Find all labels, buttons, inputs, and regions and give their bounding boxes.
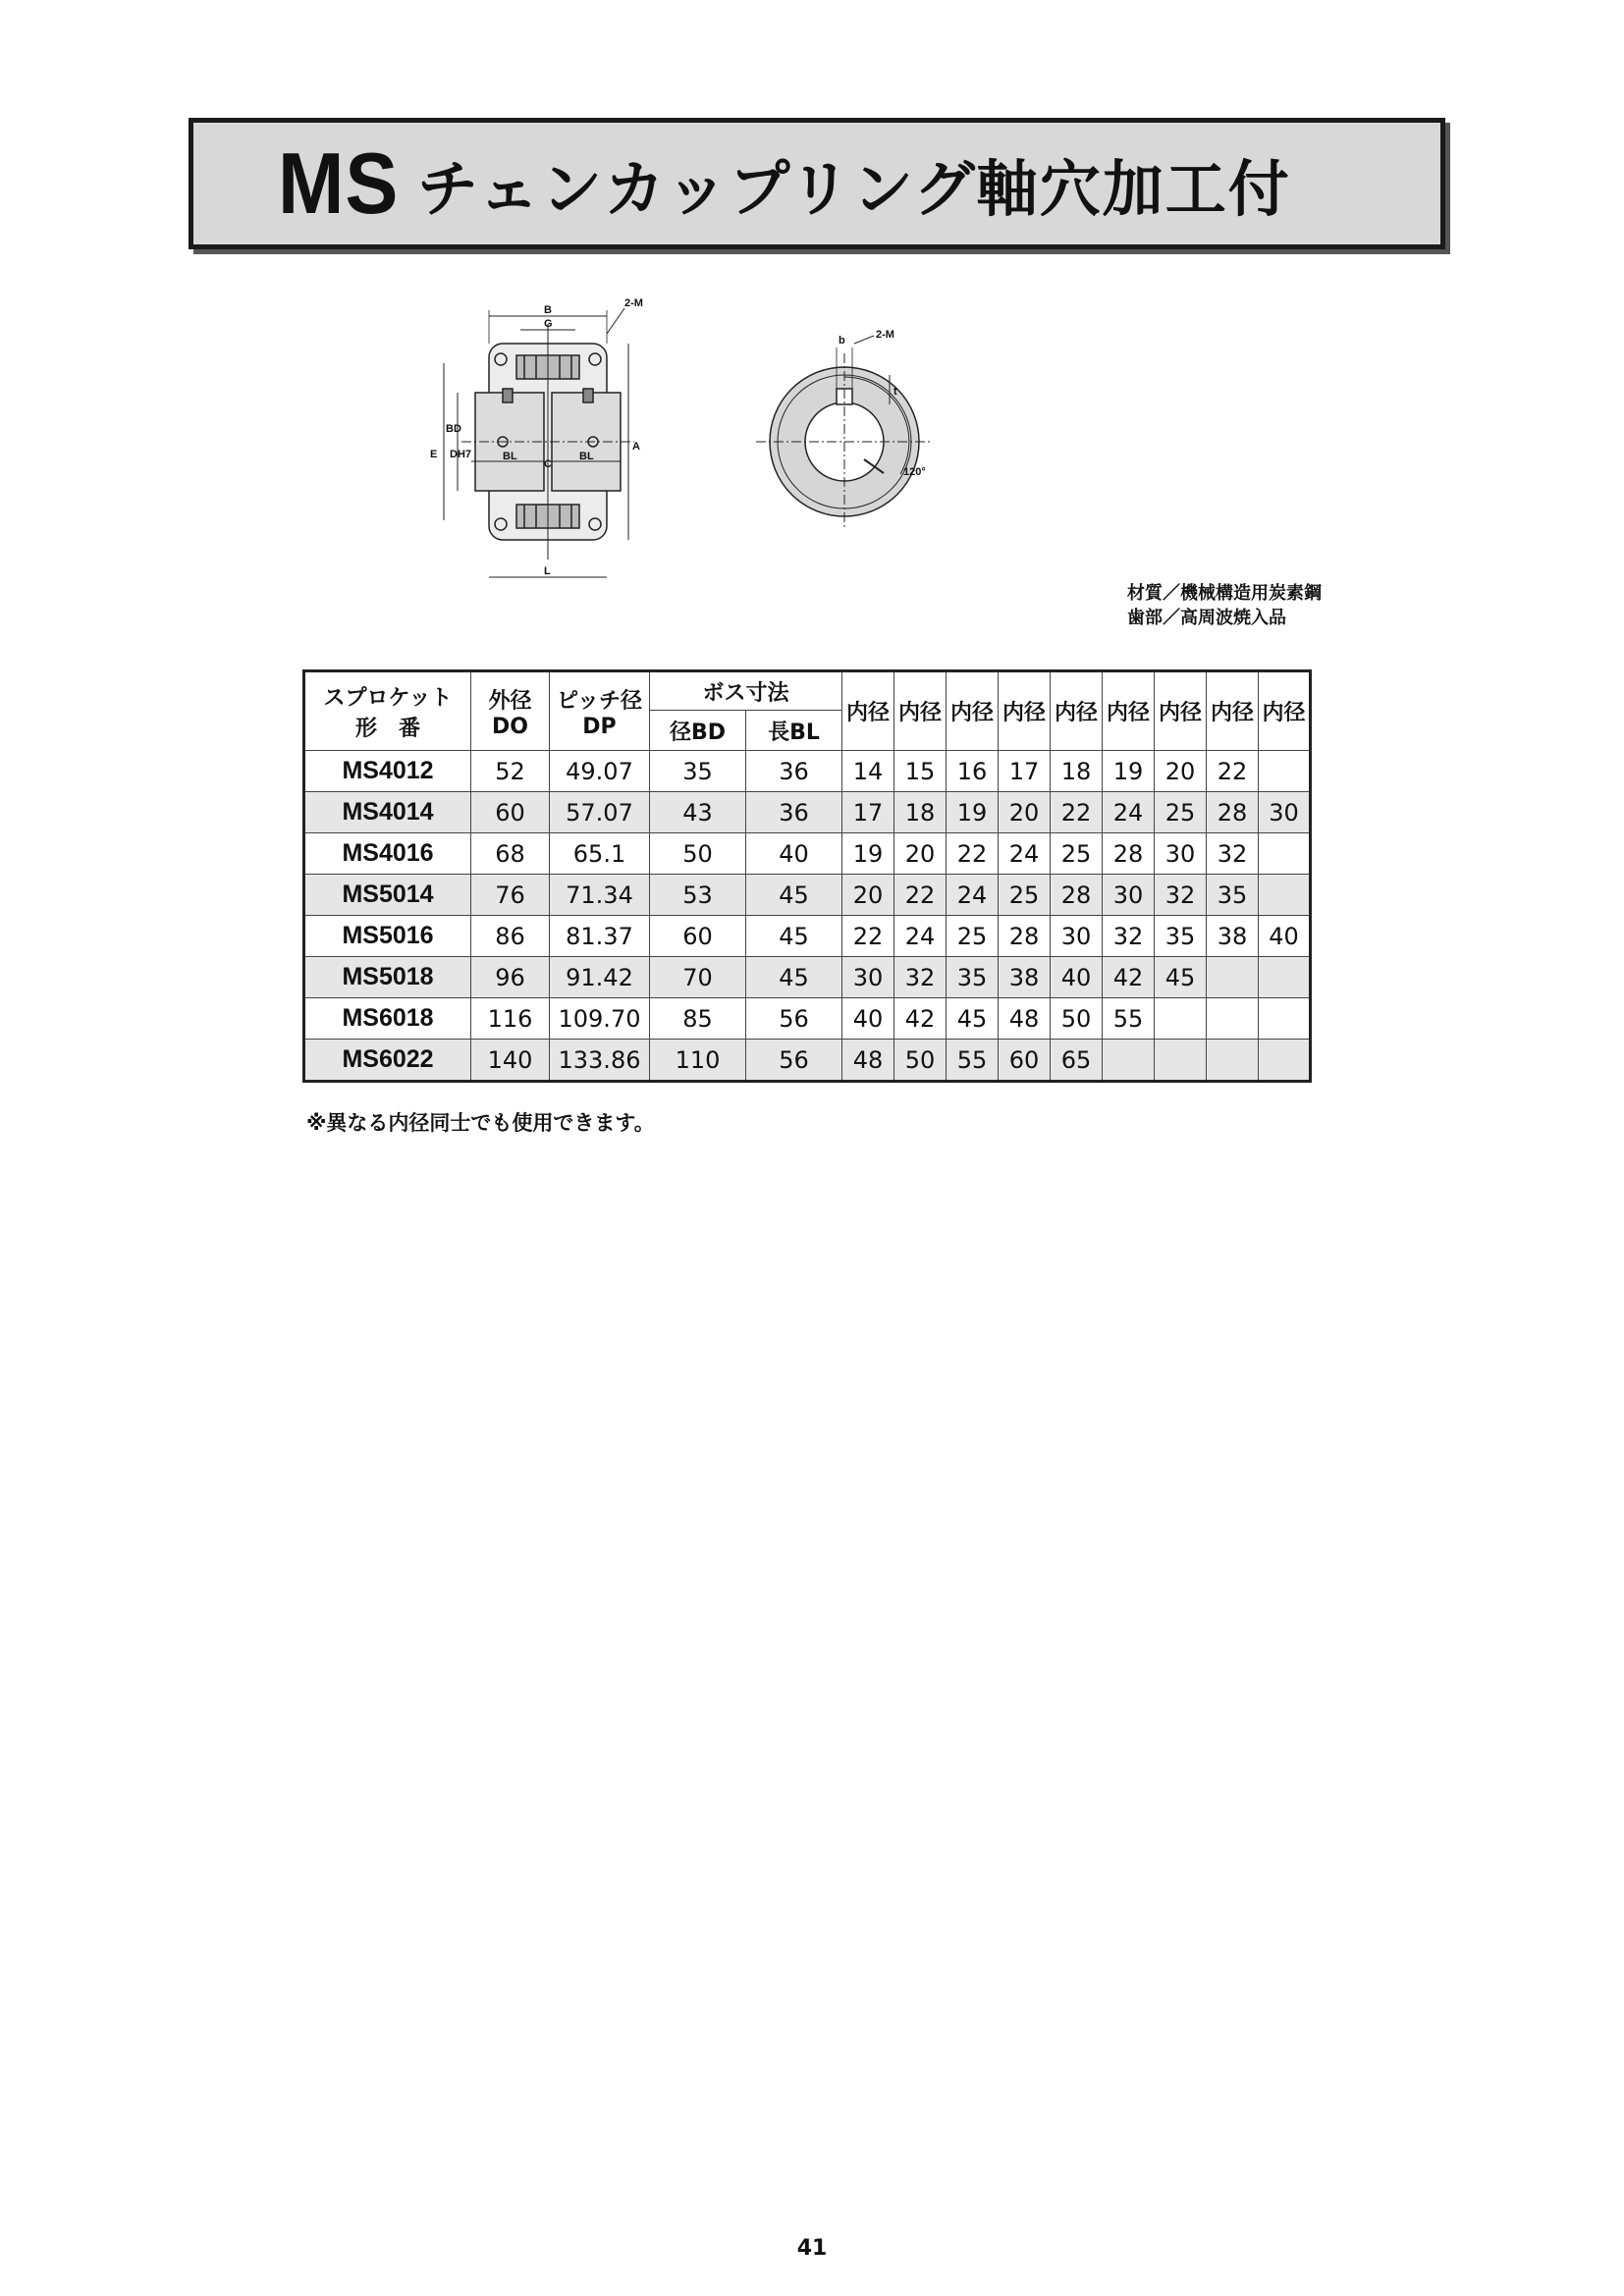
cell-dp: 81.37 [550, 916, 650, 957]
cell-bl: 45 [746, 916, 842, 957]
label-G: G [544, 318, 553, 330]
cell-dp: 65.1 [550, 833, 650, 875]
label-b: b [839, 335, 845, 347]
label-angle: 120° [903, 466, 926, 478]
cell-bore: 17 [999, 751, 1051, 792]
material-line-1: 材質／機械構造用炭素鋼 [1127, 583, 1322, 604]
cell-do: 86 [471, 916, 550, 957]
cell-bl: 36 [746, 792, 842, 833]
cell-bore: 24 [1103, 792, 1155, 833]
cell-bore: 19 [1103, 751, 1155, 792]
cell-bore: 30 [1051, 916, 1103, 957]
cell-bore: 32 [1155, 875, 1207, 916]
cell-bore: 40 [1051, 957, 1103, 998]
cell-bore: 38 [1207, 916, 1259, 957]
header-boss: ボス寸法 [650, 671, 842, 711]
cell-bore [1155, 1040, 1207, 1082]
cell-bore: 20 [999, 792, 1051, 833]
cell-bore: 45 [947, 998, 999, 1040]
cell-bd: 85 [650, 998, 746, 1040]
side-view [756, 336, 933, 530]
cell-bore: 40 [842, 998, 894, 1040]
material-note [1127, 581, 1322, 630]
cell-bore: 24 [947, 875, 999, 916]
cell-bore: 20 [842, 875, 894, 916]
cell-bore: 32 [894, 957, 947, 998]
cell-bore [1259, 957, 1311, 998]
cell-bd: 110 [650, 1040, 746, 1082]
cell-bore [1155, 998, 1207, 1040]
cell-bore: 28 [999, 916, 1051, 957]
header-bore-8: 内径 [1207, 671, 1259, 751]
header-bore-9: 内径 [1259, 671, 1311, 751]
header-bore-2: 内径 [894, 671, 947, 751]
cell-bl: 40 [746, 833, 842, 875]
label-side-2-M: 2-M [876, 329, 894, 341]
cell-bore [1259, 875, 1311, 916]
label-L: L [544, 565, 551, 577]
cell-bore: 25 [1051, 833, 1103, 875]
cell-bore: 28 [1103, 833, 1155, 875]
cell-bore: 18 [1051, 751, 1103, 792]
cell-bore: 20 [1155, 751, 1207, 792]
cell-bore: 38 [999, 957, 1051, 998]
header-bore-1: 内径 [842, 671, 894, 751]
cell-bore: 28 [1207, 792, 1259, 833]
cell-bl: 45 [746, 875, 842, 916]
cell-bore: 35 [1155, 916, 1207, 957]
cell-bore: 48 [999, 998, 1051, 1040]
cell-model: MS5018 [304, 957, 471, 998]
cell-bore: 30 [842, 957, 894, 998]
cell-bore: 22 [894, 875, 947, 916]
cell-bl: 36 [746, 751, 842, 792]
cell-bore: 30 [1259, 792, 1311, 833]
title-text: チェンカップリング軸穴加工付 [417, 152, 1291, 225]
label-E: E [430, 449, 438, 460]
cell-do: 96 [471, 957, 550, 998]
cell-do: 116 [471, 998, 550, 1040]
cell-bore: 24 [894, 916, 947, 957]
cell-bl: 56 [746, 1040, 842, 1082]
cell-dp: 91.42 [550, 957, 650, 998]
cell-bore [1207, 1040, 1259, 1082]
cell-bore: 48 [842, 1040, 894, 1082]
cell-bore: 32 [1103, 916, 1155, 957]
label-A: A [632, 441, 640, 453]
cell-do: 140 [471, 1040, 550, 1082]
cell-bore: 28 [1051, 875, 1103, 916]
front-view [444, 308, 634, 577]
header-bore-6: 内径 [1103, 671, 1155, 751]
cell-bore: 25 [947, 916, 999, 957]
cell-bore: 65 [1051, 1040, 1103, 1082]
cell-dp: 109.70 [550, 998, 650, 1040]
label-t: t [893, 386, 897, 398]
cell-bore: 40 [1259, 916, 1311, 957]
title-banner [189, 118, 1445, 249]
label-B: B [544, 304, 552, 316]
cell-dp: 49.07 [550, 751, 650, 792]
cell-bd: 70 [650, 957, 746, 998]
label-2-M: 2-M [624, 297, 643, 309]
table-row [304, 751, 1311, 792]
header-bore-4: 内径 [999, 671, 1051, 751]
cell-bore: 50 [894, 1040, 947, 1082]
cell-bore [1259, 833, 1311, 875]
cell-bore: 22 [1051, 792, 1103, 833]
cell-model: MS4012 [304, 751, 471, 792]
header-boss-bd: 径BD [650, 711, 746, 751]
cell-bore: 25 [1155, 792, 1207, 833]
cell-bore: 16 [947, 751, 999, 792]
cell-bd: 50 [650, 833, 746, 875]
cell-bore: 55 [947, 1040, 999, 1082]
cell-bore: 19 [842, 833, 894, 875]
cell-bore: 20 [894, 833, 947, 875]
label-C: C [544, 458, 552, 470]
header-dp: ピッチ径 DP [550, 671, 650, 751]
header-boss-bl: 長BL [746, 711, 842, 751]
cell-bore: 35 [1207, 875, 1259, 916]
cell-dp: 57.07 [550, 792, 650, 833]
cell-model: MS5014 [304, 875, 471, 916]
cell-bore: 15 [894, 751, 947, 792]
cell-bore: 30 [1155, 833, 1207, 875]
cell-bore: 25 [999, 875, 1051, 916]
cell-model: MS4016 [304, 833, 471, 875]
cell-bore: 18 [894, 792, 947, 833]
cell-do: 52 [471, 751, 550, 792]
table-row [304, 792, 1311, 833]
cell-dp: 133.86 [550, 1040, 650, 1082]
header-sprocket: スプロケット 形 番 [304, 671, 471, 751]
cell-bd: 53 [650, 875, 746, 916]
cell-do: 68 [471, 833, 550, 875]
cell-bl: 45 [746, 957, 842, 998]
cell-bore [1207, 957, 1259, 998]
header-bore-5: 内径 [1051, 671, 1103, 751]
cell-model: MS4014 [304, 792, 471, 833]
cell-bore: 19 [947, 792, 999, 833]
cell-bore [1259, 751, 1311, 792]
label-DH7: DH7 [450, 449, 472, 460]
cell-model: MS6018 [304, 998, 471, 1040]
cell-dp: 71.34 [550, 875, 650, 916]
table-row [304, 833, 1311, 875]
header-bore-3: 内径 [947, 671, 999, 751]
cell-bore [1103, 1040, 1155, 1082]
label-BL-left: BL [503, 451, 517, 462]
cell-bore: 60 [999, 1040, 1051, 1082]
cell-bore: 24 [999, 833, 1051, 875]
cell-bore: 22 [842, 916, 894, 957]
cell-bore: 55 [1103, 998, 1155, 1040]
cell-bd: 35 [650, 751, 746, 792]
spec-table [302, 669, 1312, 1083]
cell-bore: 45 [1155, 957, 1207, 998]
cell-bore: 42 [894, 998, 947, 1040]
cell-bore: 50 [1051, 998, 1103, 1040]
page-number: 41 [796, 2236, 828, 2261]
cell-bd: 43 [650, 792, 746, 833]
footnote: ※異なる内径同士でも使用できます。 [306, 1111, 655, 1135]
title-model: MS [278, 134, 400, 232]
cell-bore [1259, 1040, 1311, 1082]
material-line-2: 歯部／高周波焼入品 [1127, 608, 1286, 628]
cell-model: MS6022 [304, 1040, 471, 1082]
cell-bd: 60 [650, 916, 746, 957]
cell-bore [1207, 998, 1259, 1040]
cell-do: 60 [471, 792, 550, 833]
technical-drawing [422, 294, 933, 589]
cell-bore [1259, 998, 1311, 1040]
cell-bore: 22 [947, 833, 999, 875]
label-BL-right: BL [579, 451, 594, 462]
cell-bl: 56 [746, 998, 842, 1040]
table-row [304, 998, 1311, 1040]
table-row [304, 1040, 1311, 1082]
cell-bore: 32 [1207, 833, 1259, 875]
cell-do: 76 [471, 875, 550, 916]
cell-bore: 35 [947, 957, 999, 998]
table-row [304, 875, 1311, 916]
header-bore-7: 内径 [1155, 671, 1207, 751]
cell-bore: 14 [842, 751, 894, 792]
cell-bore: 17 [842, 792, 894, 833]
cell-bore: 22 [1207, 751, 1259, 792]
header-od: 外径 DO [471, 671, 550, 751]
table-row [304, 957, 1311, 998]
cell-bore: 42 [1103, 957, 1155, 998]
table-row [304, 916, 1311, 957]
label-BD: BD [446, 423, 461, 435]
cell-bore: 30 [1103, 875, 1155, 916]
cell-model: MS5016 [304, 916, 471, 957]
